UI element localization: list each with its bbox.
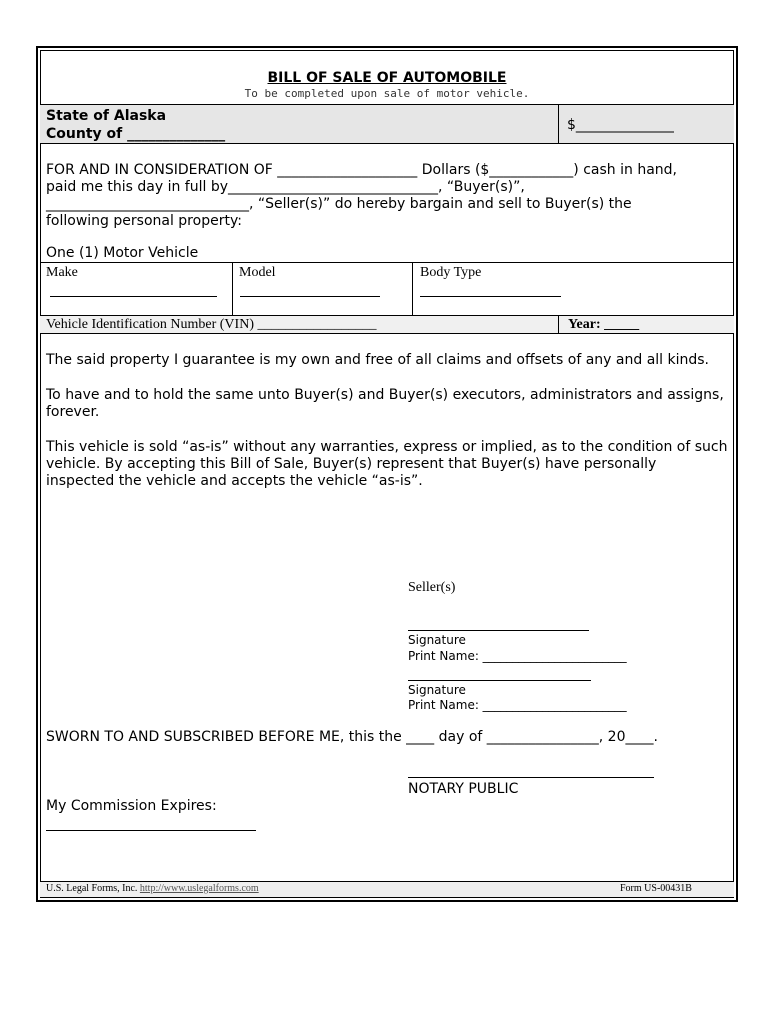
signature-line-1[interactable]: [408, 630, 589, 631]
make-label: Make: [46, 265, 78, 280]
body-type-label: Body Type: [420, 265, 482, 280]
make-field[interactable]: [50, 296, 217, 297]
hold-paragraph-line-2: forever.: [46, 404, 100, 420]
model-field[interactable]: [240, 296, 380, 297]
hold-paragraph-line-1: To have and to hold the same unto Buyer(s) and Buyer(s) executors, administrators and assigns,: [46, 387, 724, 403]
vehicle-table-top-rule: [40, 262, 734, 263]
footer-left: [46, 883, 259, 894]
document-title: BILL OF SALE OF AUTOMOBILE: [267, 70, 507, 86]
notary-signature-line[interactable]: [408, 777, 654, 778]
model-label: Model: [239, 265, 276, 280]
amount-field[interactable]: $______________: [567, 117, 674, 133]
signature-line-2[interactable]: [408, 680, 591, 681]
sworn-statement: SWORN TO AND SUBSCRIBED BEFORE ME, this the ____ day of ________________, 20____.: [46, 729, 658, 745]
vehicle-heading: One (1) Motor Vehicle: [46, 245, 199, 261]
sellers-label: Seller(s): [408, 580, 456, 595]
vin-field[interactable]: Vehicle Identification Number (VIN) _________________: [46, 317, 377, 332]
as-is-paragraph-line-1: This vehicle is sold “as-is” without any warranties, express or implied, as to the condition of such: [46, 439, 728, 455]
commission-expires-label: My Commission Expires:: [46, 798, 217, 814]
footer-url-link[interactable]: http://www.uslegalforms.com: [139, 883, 259, 894]
as-is-paragraph-line-3: inspected the vehicle and accepts the vehicle “as-is”.: [46, 473, 423, 489]
vehicle-col-divider-2: [412, 262, 413, 315]
consideration-line-1: FOR AND IN CONSIDERATION OF ____________________ Dollars ($____________) cash in hand,: [46, 162, 677, 178]
signature-label-1: Signature: [408, 633, 466, 647]
state-label: State of Alaska: [46, 108, 167, 124]
body-type-field[interactable]: [420, 296, 561, 297]
guarantee-paragraph: The said property I guarantee is my own and free of all claims and offsets of any and all kinds.: [46, 352, 710, 368]
print-name-field-2[interactable]: Print Name: ________________________: [408, 698, 627, 712]
form-number: Form US-00431B: [620, 883, 692, 894]
as-is-paragraph-line-2: vehicle. By accepting this Bill of Sale, Buyer(s) represent that Buyer(s) have personally: [46, 456, 657, 472]
document-subtitle: To be completed upon sale of motor vehicle.: [244, 87, 530, 100]
commission-expires-field[interactable]: [46, 830, 256, 831]
print-name-field-1[interactable]: Print Name: ________________________: [408, 649, 627, 663]
consideration-line-4: following personal property:: [46, 213, 242, 229]
vin-row-divider: [558, 315, 559, 334]
consideration-line-2: paid me this day in full by______________________________, “Buyer(s)”,: [46, 179, 525, 195]
notary-public-label: NOTARY PUBLIC: [408, 781, 519, 797]
consideration-line-3: _____________________________, “Seller(s)” do hereby bargain and sell to Buyer(s) the: [46, 196, 632, 212]
county-field[interactable]: County of ______________: [46, 126, 226, 142]
band-divider: [558, 104, 559, 144]
vehicle-col-divider-1: [232, 262, 233, 315]
footer-company: U.S. Legal Forms, Inc.: [46, 883, 138, 894]
signature-label-2: Signature: [408, 683, 466, 697]
year-field[interactable]: Year: _____: [568, 317, 640, 332]
